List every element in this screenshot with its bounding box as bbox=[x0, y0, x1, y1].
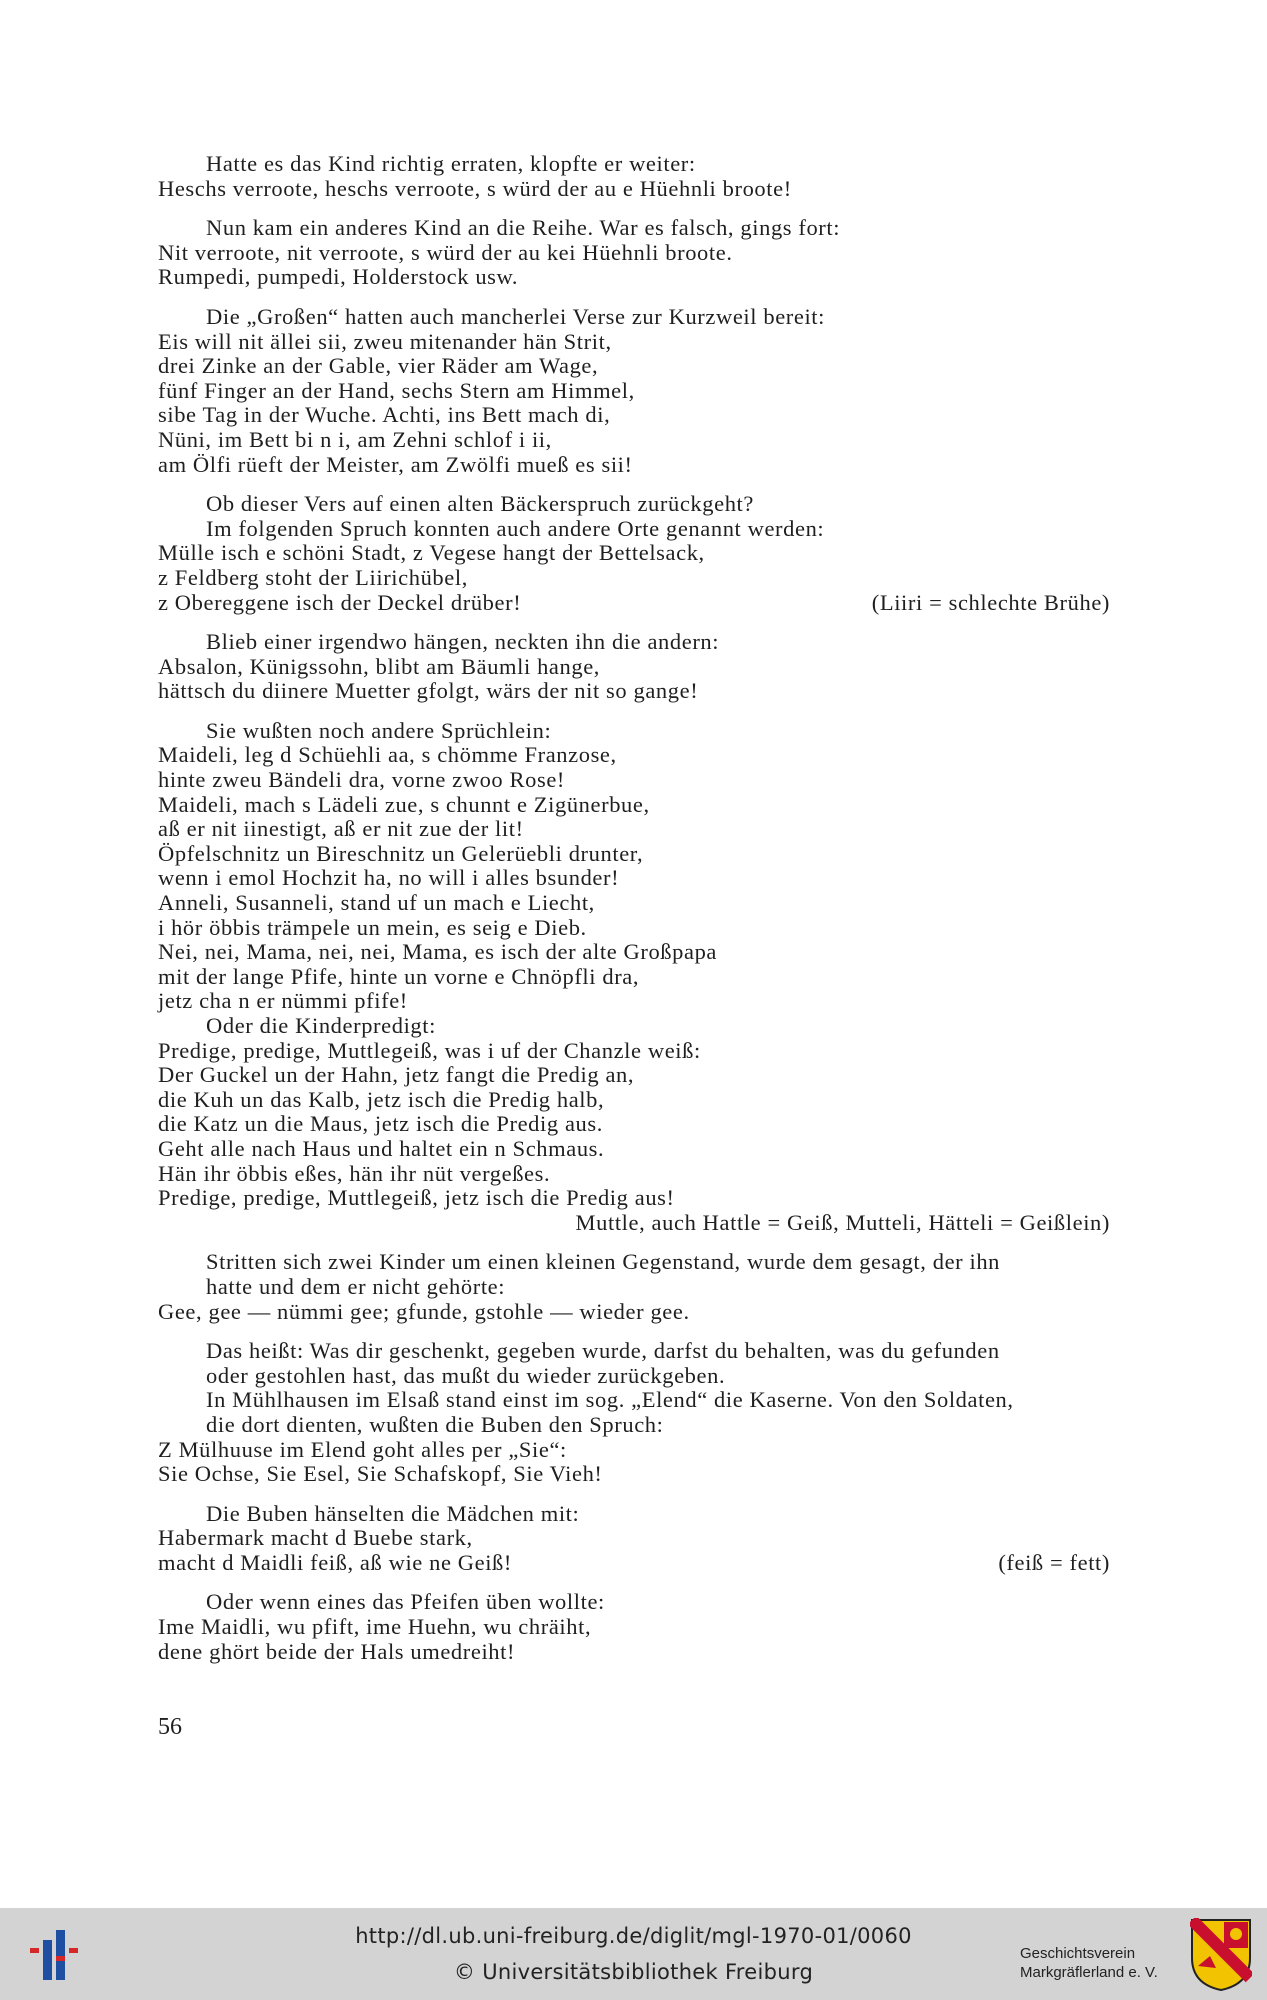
text-line-content: Oder die Kinderpredigt: bbox=[206, 1013, 436, 1038]
text-line bbox=[158, 453, 1110, 478]
text-line-content: Maideli, mach s Lädeli zue, s chunnt e Zigünerbue, bbox=[158, 791, 650, 817]
text-line-content: Die „Großen“ hatten auch mancherlei Verse zur Kurzweil bereit: bbox=[206, 303, 826, 329]
text-line bbox=[158, 428, 1110, 453]
text-line bbox=[158, 793, 1110, 818]
text-line bbox=[158, 216, 1110, 241]
text-line-content: Predige, predige, Muttlegeiß, jetz isch die Predig aus! bbox=[158, 1185, 675, 1211]
text-line bbox=[158, 403, 1110, 428]
text-line-content: Nüni, im Bett bi n i, am Zehni schlof i ii, bbox=[158, 426, 552, 452]
text-line-content: Muttle, auch Hattle = Geiß, Mutteli, Hätteli = Geißlein) bbox=[575, 1209, 1110, 1235]
text-line-content: Die Buben hänselten die Mädchen mit: bbox=[206, 1500, 580, 1526]
text-line bbox=[158, 1615, 1110, 1640]
text-line-content: Predige, predige, Muttlegeiß, was i uf der Chanzle weiß: bbox=[158, 1037, 701, 1063]
text-line-content: Absalon, Künigssohn, blibt am Bäumli hange, bbox=[158, 653, 601, 679]
text-line-content: Sie wußten noch andere Sprüchlein: bbox=[206, 717, 552, 743]
gloss-note: (Liiri = schlechte Brühe) bbox=[871, 589, 1110, 615]
text-line-content: z Feldberg stoht der Liirichübel, bbox=[158, 564, 468, 590]
text-line bbox=[158, 679, 1110, 704]
text-line bbox=[158, 1462, 1110, 1487]
text-line-content: Anneli, Susanneli, stand uf un mach e Liecht, bbox=[158, 890, 595, 916]
text-line bbox=[158, 768, 1110, 793]
text-line-content: Das heißt: Was dir geschenkt, gegeben wurde, darfst du behalten, was du gefunden bbox=[206, 1338, 1000, 1364]
text-line bbox=[158, 1014, 1110, 1039]
text-line bbox=[158, 541, 1110, 566]
text-line-content: Blieb einer irgendwo hängen, neckten ihn die andern: bbox=[206, 629, 720, 655]
text-line bbox=[158, 743, 1110, 768]
text-line-content: Mülle isch e schöni Stadt, z Vegese hangt der Bettelsack, bbox=[158, 540, 705, 566]
text-line bbox=[158, 630, 1110, 655]
text-line bbox=[158, 1438, 1110, 1463]
text-line bbox=[158, 492, 1110, 517]
society-name-line-1: Geschichtsverein bbox=[1020, 1945, 1136, 1962]
page-number: 56 bbox=[158, 1714, 182, 1740]
text-line bbox=[158, 965, 1110, 990]
text-line bbox=[158, 891, 1110, 916]
paragraph bbox=[158, 216, 1110, 290]
text-line-content: Ob dieser Vers auf einen alten Bäckerspruch zurückgeht? bbox=[206, 491, 754, 517]
text-line-content: oder gestohlen hast, das mußt du wieder zurückgeben. bbox=[206, 1362, 726, 1388]
text-line bbox=[158, 1590, 1110, 1615]
text-line-content: Nit verroote, nit verroote, s würd der au kei Hüehnli broote. bbox=[158, 239, 733, 265]
text-line-content: die dort dienten, wußten die Buben den Spruch: bbox=[206, 1411, 664, 1437]
text-line bbox=[158, 265, 1110, 290]
text-line bbox=[158, 305, 1110, 330]
text-line-content: Habermark macht d Buebe stark, bbox=[158, 1525, 473, 1551]
text-line bbox=[158, 1162, 1110, 1187]
text-line-content: Heschs verroote, heschs verroote, s würd der au e Hüehnli broote! bbox=[158, 175, 792, 201]
document-url-link[interactable]: http://dl.ub.uni-freiburg.de/diglit/mgl-1970-01/0060 bbox=[355, 1924, 912, 1948]
text-line bbox=[158, 1388, 1110, 1413]
paragraph bbox=[158, 1250, 1110, 1324]
text-line-content: Nun kam ein anderes Kind an die Reihe. War es falsch, gings fort: bbox=[206, 215, 841, 241]
coat-of-arms-icon bbox=[1190, 1918, 1252, 1992]
society-name-line-2: Markgräflerland e. V. bbox=[1020, 1964, 1158, 1981]
text-line bbox=[158, 1413, 1110, 1438]
text-line bbox=[158, 354, 1110, 379]
text-line-content: Z Mülhuuse im Elend goht alles per „Sie“: bbox=[158, 1436, 567, 1462]
text-line-content: fünf Finger an der Hand, sechs Stern am Himmel, bbox=[158, 377, 635, 403]
text-line bbox=[158, 1186, 1110, 1211]
text-line bbox=[158, 379, 1110, 404]
text-line-content: sibe Tag in der Wuche. Achti, ins Bett mach di, bbox=[158, 402, 611, 428]
text-line bbox=[158, 1300, 1110, 1325]
text-line-content: Nei, nei, Mama, nei, nei, Mama, es isch der alte Großpapa bbox=[158, 939, 718, 965]
text-line-content: die Kuh un das Kalb, jetz isch die Predig halb, bbox=[158, 1086, 605, 1112]
text-line bbox=[158, 330, 1110, 355]
text-line bbox=[158, 241, 1110, 266]
text-line-content: Stritten sich zwei Kinder um einen kleinen Gegenstand, wurde dem gesagt, der ihn bbox=[206, 1249, 1001, 1275]
paragraph bbox=[158, 1502, 1110, 1576]
text-line-content: am Ölfi rüeft der Meister, am Zwölfi mueß es sii! bbox=[158, 451, 633, 477]
text-line-content: hättsch du diinere Muetter gfolgt, wärs der nit so gange! bbox=[158, 678, 699, 704]
text-line-content: Sie Ochse, Sie Esel, Sie Schafskopf, Sie Vieh! bbox=[158, 1461, 603, 1487]
text-line bbox=[158, 1088, 1110, 1113]
text-line bbox=[158, 1063, 1110, 1088]
text-line bbox=[158, 1502, 1110, 1527]
text-line-content: jetz cha n er nümmi pfife! bbox=[158, 988, 408, 1014]
text-line bbox=[158, 817, 1110, 842]
text-line bbox=[158, 1640, 1110, 1665]
text-line bbox=[158, 1339, 1110, 1364]
text-line-content: i hör öbbis trämpele un mein, es seig e Dieb. bbox=[158, 914, 587, 940]
text-line-content: die Katz un die Maus, jetz isch die Predig aus. bbox=[158, 1111, 603, 1137]
text-line bbox=[158, 1250, 1110, 1275]
paragraph bbox=[158, 305, 1110, 477]
text-line bbox=[158, 1211, 1110, 1236]
text-line-content: z Obereggene isch der Deckel drüber! bbox=[158, 589, 522, 615]
text-line bbox=[158, 1039, 1110, 1064]
text-line bbox=[158, 940, 1110, 965]
text-line-content: Hatte es das Kind richtig erraten, klopfte er weiter: bbox=[206, 151, 696, 176]
text-line-content: hatte und dem er nicht gehörte: bbox=[206, 1273, 506, 1299]
text-line-content: Der Guckel un der Hahn, jetz fangt die Predig an, bbox=[158, 1062, 635, 1088]
text-line-content: aß er nit iinestigt, aß er nit zue der lit! bbox=[158, 816, 524, 842]
text-line-content: Oder wenn eines das Pfeifen üben wollte: bbox=[206, 1589, 605, 1615]
text-line bbox=[158, 591, 1110, 616]
text-line bbox=[158, 177, 1110, 202]
text-line-content: Hän ihr öbbis eßes, hän ihr nüt vergeßes. bbox=[158, 1160, 551, 1186]
text-line bbox=[158, 1364, 1110, 1389]
text-line-content: Im folgenden Spruch konnten auch andere Orte genannt werden: bbox=[206, 515, 825, 541]
text-line-content: Ime Maidli, wu pfift, ime Huehn, wu chräiht, bbox=[158, 1614, 592, 1640]
text-line bbox=[158, 1551, 1110, 1576]
text-line bbox=[158, 989, 1110, 1014]
text-line bbox=[158, 655, 1110, 680]
paragraph bbox=[158, 630, 1110, 704]
text-line bbox=[158, 866, 1110, 891]
viewer-footer-bar bbox=[0, 1908, 1267, 2000]
text-line-content: wenn i emol Hochzit ha, no will i alles bsunder! bbox=[158, 865, 620, 891]
paragraph bbox=[158, 1590, 1110, 1664]
text-line bbox=[158, 1526, 1110, 1551]
society-name bbox=[1020, 1944, 1190, 1982]
paragraph bbox=[158, 492, 1110, 615]
text-line-content: Maideli, leg d Schüehli aa, s chömme Franzose, bbox=[158, 742, 617, 768]
text-line-content: Eis will nit ällei sii, zweu mitenander hän Strit, bbox=[158, 328, 612, 354]
text-line-content: Rumpedi, pumpedi, Holderstock usw. bbox=[158, 264, 519, 290]
paragraph bbox=[158, 1339, 1110, 1487]
text-line bbox=[158, 1275, 1110, 1300]
text-line-content: mit der lange Pfife, hinte un vorne e Chnöpfli dra, bbox=[158, 963, 640, 989]
text-line-content: dene ghört beide der Hals umedreiht! bbox=[158, 1638, 516, 1664]
page-text-body bbox=[158, 152, 1110, 1679]
text-line-content: Geht alle nach Haus und haltet ein n Schmaus. bbox=[158, 1135, 605, 1161]
text-line-content: Gee, gee — nümmi gee; gfunde, gstohle — wieder gee. bbox=[158, 1298, 690, 1324]
text-line bbox=[158, 1137, 1110, 1162]
text-line-content: Öpfelschnitz un Bireschnitz un Gelerüebli drunter, bbox=[158, 840, 644, 866]
text-line bbox=[158, 719, 1110, 744]
text-line bbox=[158, 517, 1110, 542]
text-line bbox=[158, 842, 1110, 867]
text-line bbox=[158, 1112, 1110, 1137]
text-line-content: macht d Maidli feiß, aß wie ne Geiß! bbox=[158, 1549, 512, 1575]
gloss-note: (feiß = fett) bbox=[998, 1549, 1110, 1575]
text-line bbox=[158, 566, 1110, 591]
text-line-content: In Mühlhausen im Elsaß stand einst im sog. „Elend“ die Kaserne. Von den Soldaten, bbox=[206, 1387, 1014, 1413]
text-line bbox=[158, 916, 1110, 941]
paragraph bbox=[158, 152, 1110, 201]
text-line-content: drei Zinke an der Gable, vier Räder am Wage, bbox=[158, 353, 599, 379]
paragraph bbox=[158, 719, 1110, 1235]
copyright-notice: © Universitätsbibliothek Freiburg bbox=[453, 1960, 814, 1984]
text-line bbox=[158, 152, 1110, 177]
text-line-content: hinte zweu Bändeli dra, vorne zwoo Rose! bbox=[158, 767, 566, 793]
